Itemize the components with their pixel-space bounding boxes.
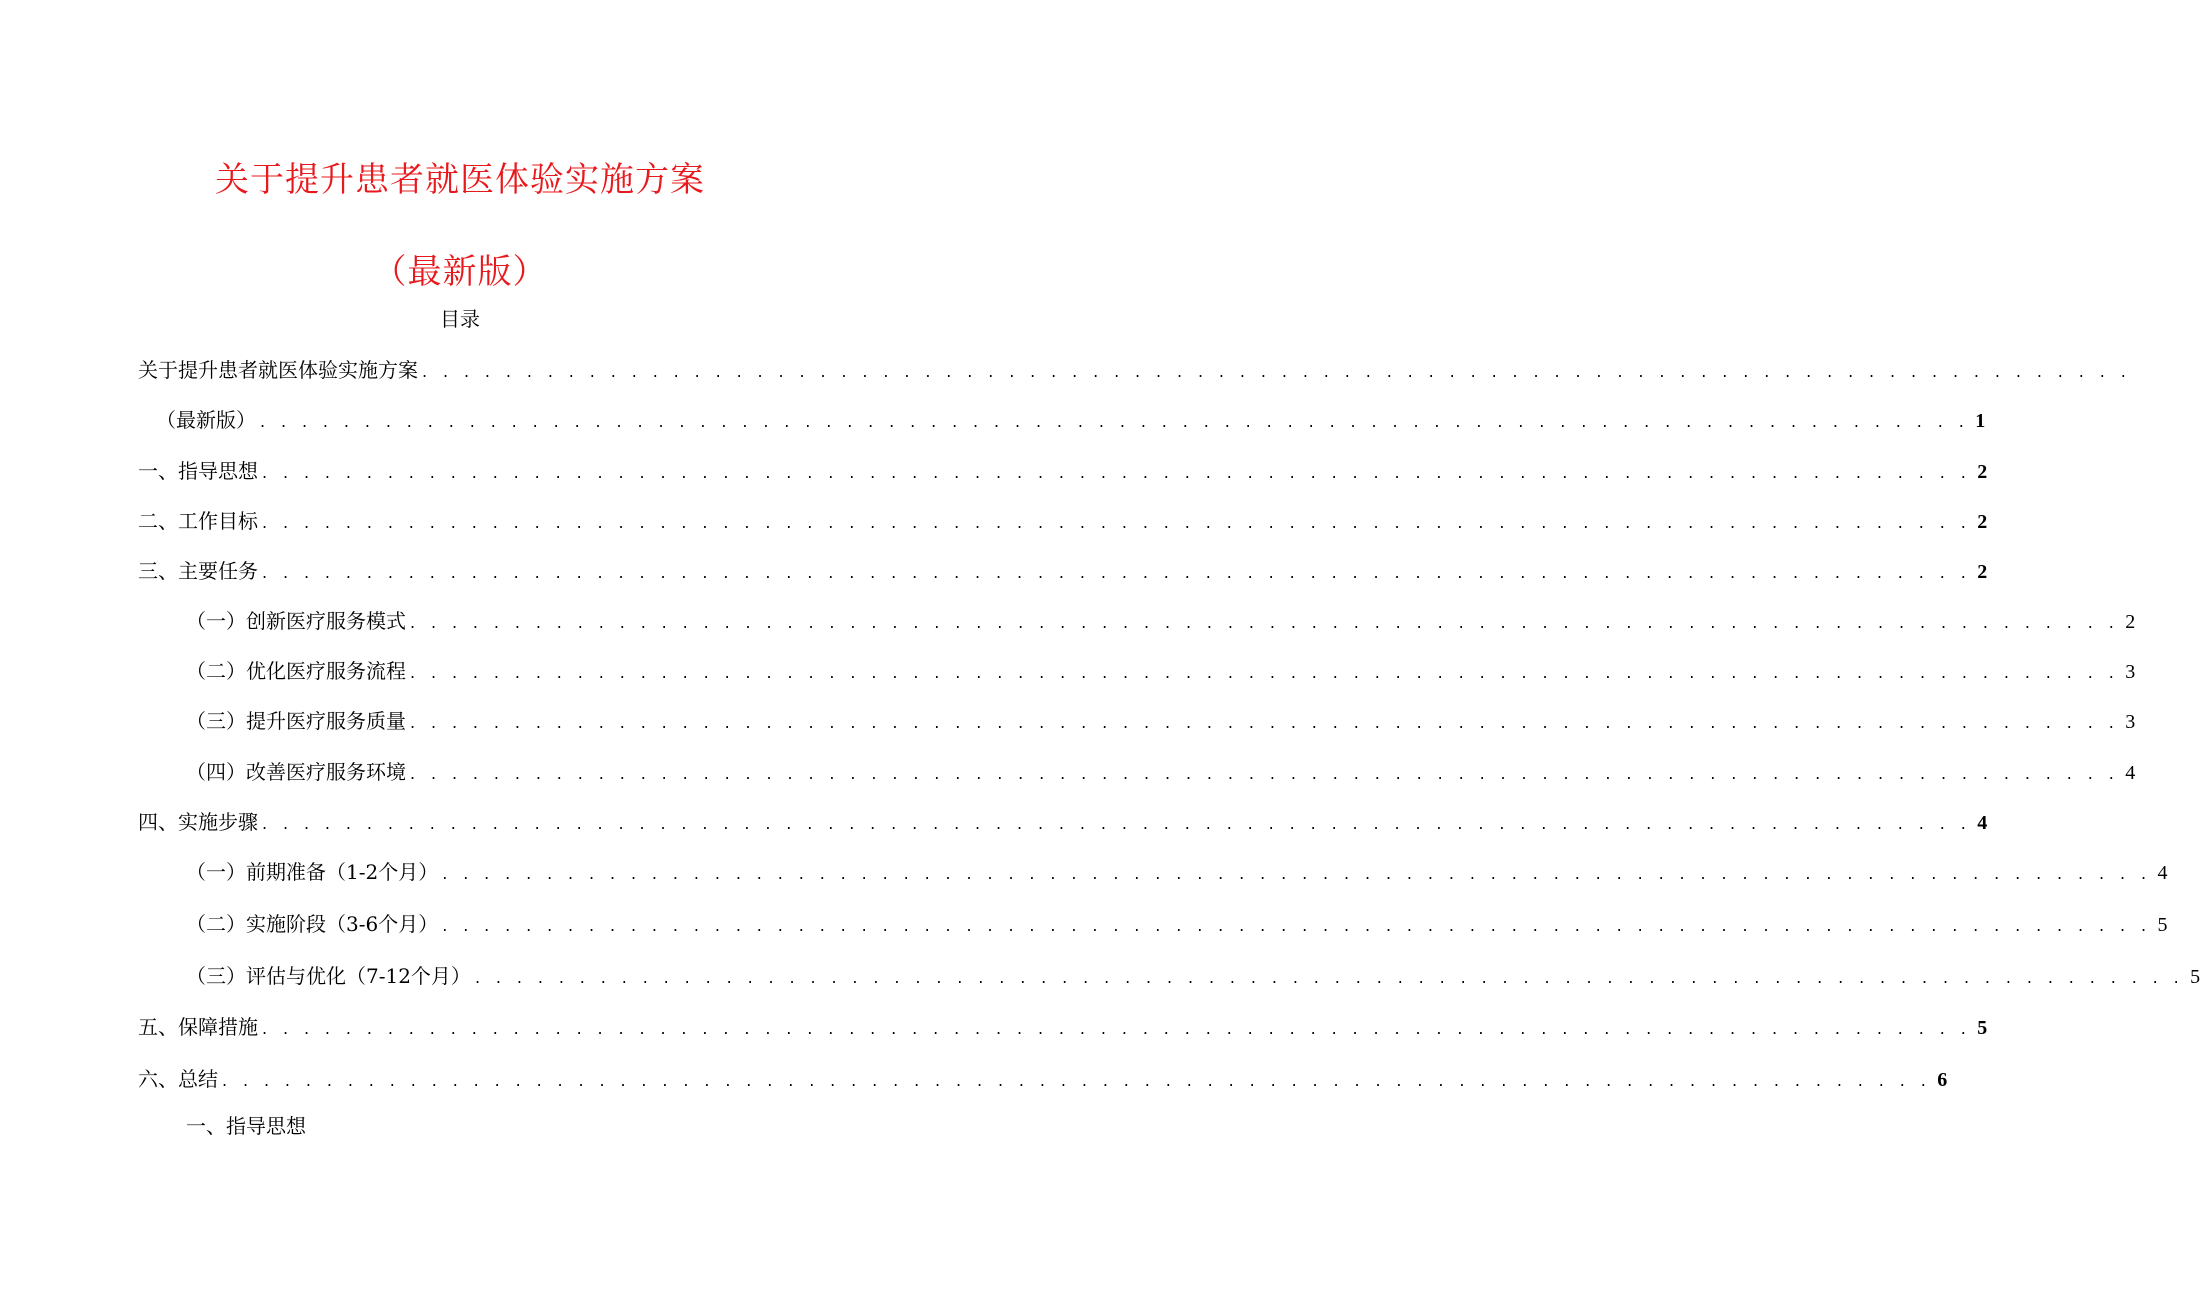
toc-entry-label: （三）评估与优化（7-12个月） bbox=[186, 964, 471, 988]
toc-entry[interactable] bbox=[186, 960, 2200, 988]
toc-entry-label: （一）前期准备（1-2个月） bbox=[186, 860, 439, 884]
toc-entry[interactable] bbox=[138, 1063, 1948, 1091]
toc-entry-label: 一、指导思想 bbox=[138, 459, 258, 483]
toc-entry-page: 3 bbox=[2125, 711, 2136, 733]
toc-leader-dots: . . . . . . . . . . . . . . . . . . . . . . . . . . . . . . . . . . . . . . . . . . . . . . . . . . . . . . . . . . . . . . . . . . . . . . . . . . . . . . . . . . bbox=[410, 713, 2120, 732]
toc-entry[interactable] bbox=[186, 756, 2136, 784]
toc-leader-dots: . . . . . . . . . . . . . . . . . . . . . . . . . . . . . . . . . . . . . . . . . . . . . . . . . . . . . . . . . . . . . . . . . . . . . . . . . . . . . . . . . . bbox=[442, 916, 2152, 935]
toc-entry[interactable] bbox=[186, 655, 2136, 683]
toc-entry[interactable] bbox=[186, 908, 2168, 936]
toc-entry-page: 4 bbox=[1977, 812, 1988, 834]
toc-entry-page: 3 bbox=[2125, 661, 2136, 683]
toc-entry-page: 1 bbox=[1975, 410, 1986, 432]
toc-entry-page: 5 bbox=[1977, 1017, 1988, 1039]
toc-entry-label: 六、总结 bbox=[138, 1067, 218, 1091]
toc-entry-page: 2 bbox=[2125, 611, 2136, 633]
toc-leader-dots: . . . . . . . . . . . . . . . . . . . . . . . . . . . . . . . . . . . . . . . . . . . . . . . . . . . . . . . . . . . . . . . . . . . . . . . . . . . . . . . . . . bbox=[262, 463, 1972, 482]
toc-entry[interactable] bbox=[156, 404, 1986, 432]
toc-entry-label: （二）优化医疗服务流程 bbox=[186, 659, 406, 683]
toc-entry-page: 4 bbox=[2125, 762, 2136, 784]
document-title: 关于提升患者就医体验实施方案 bbox=[215, 160, 705, 200]
toc-entry-page: 2 bbox=[1977, 511, 1988, 533]
toc-entry[interactable] bbox=[138, 555, 1988, 583]
toc-leader-dots: . . . . . . . . . . . . . . . . . . . . . . . . . . . . . . . . . . . . . . . . . . . . . . . . . . . . . . . . . . . . . . . . . . . . . . . . . . . . . . . . . . bbox=[262, 1019, 1972, 1038]
toc-entry-label: 二、工作目标 bbox=[138, 509, 258, 533]
toc-entry[interactable] bbox=[186, 705, 2136, 733]
toc-entry-page: 2 bbox=[1977, 561, 1988, 583]
section-heading: 一、指导思想 bbox=[186, 1114, 306, 1138]
toc-entry-label: （二）实施阶段（3-6个月） bbox=[186, 912, 439, 936]
toc-entry-label: （四）改善医疗服务环境 bbox=[186, 760, 406, 784]
toc-entry-page: 2 bbox=[1977, 461, 1988, 483]
toc-heading: 目录 bbox=[440, 307, 480, 331]
toc-entry[interactable] bbox=[138, 505, 1988, 533]
toc-leader-dots: . . . . . . . . . . . . . . . . . . . . . . . . . . . . . . . . . . . . . . . . . . . . . . . . . . . . . . . . . . . . . . . . . . . . . . . . . . . . . . . . . . bbox=[474, 968, 2185, 987]
toc-leader-dots: . . . . . . . . . . . . . . . . . . . . . . . . . . . . . . . . . . . . . . . . . . . . . . . . . . . . . . . . . . . . . . . . . . . . . . . . . . . . . . . . . . bbox=[422, 362, 2132, 381]
toc-entry-page: 5 bbox=[2190, 966, 2200, 988]
toc-leader-dots: . . . . . . . . . . . . . . . . . . . . . . . . . . . . . . . . . . . . . . . . . . . . . . . . . . . . . . . . . . . . . . . . . . . . . . . . . . . . . . . . . . bbox=[262, 563, 1972, 582]
toc-leader-dots: . . . . . . . . . . . . . . . . . . . . . . . . . . . . . . . . . . . . . . . . . . . . . . . . . . . . . . . . . . . . . . . . . . . . . . . . . . . . . . . . . . bbox=[410, 764, 2120, 783]
toc-entry-label: （一）创新医疗服务模式 bbox=[186, 609, 406, 633]
toc-entry-page: 6 bbox=[1937, 1069, 1948, 1091]
toc-entry[interactable] bbox=[186, 605, 2136, 633]
toc-leader-dots: . . . . . . . . . . . . . . . . . . . . . . . . . . . . . . . . . . . . . . . . . . . . . . . . . . . . . . . . . . . . . . . . . . . . . . . . . . . . . . . . . . bbox=[262, 814, 1972, 833]
toc-entry[interactable] bbox=[138, 806, 1988, 834]
toc-leader-dots: . . . . . . . . . . . . . . . . . . . . . . . . . . . . . . . . . . . . . . . . . . . . . . . . . . . . . . . . . . . . . . . . . . . . . . . . . . . . . . . . . . bbox=[410, 663, 2120, 682]
toc-entry[interactable] bbox=[138, 354, 2132, 382]
toc-entry-label: （三）提升医疗服务质量 bbox=[186, 709, 406, 733]
toc-leader-dots: . . . . . . . . . . . . . . . . . . . . . . . . . . . . . . . . . . . . . . . . . . . . . . . . . . . . . . . . . . . . . . . . . . . . . . . . . . . . . . . . . . bbox=[442, 864, 2152, 883]
toc-entry[interactable] bbox=[186, 856, 2168, 884]
toc-entry-label: 四、实施步骤 bbox=[138, 810, 258, 834]
toc-leader-dots: . . . . . . . . . . . . . . . . . . . . . . . . . . . . . . . . . . . . . . . . . . . . . . . . . . . . . . . . . . . . . . . . . . . . . . . . . . . . . . . . . . bbox=[410, 613, 2120, 632]
toc-entry-label: （最新版） bbox=[156, 408, 256, 432]
toc-entry-label: 三、主要任务 bbox=[138, 559, 258, 583]
toc-leader-dots: . . . . . . . . . . . . . . . . . . . . . . . . . . . . . . . . . . . . . . . . . . . . . . . . . . . . . . . . . . . . . . . . . . . . . . . . . . . . . . . . . . bbox=[262, 513, 1972, 532]
document-subtitle: （最新版） bbox=[372, 252, 548, 292]
toc-entry-label: 关于提升患者就医体验实施方案 bbox=[138, 358, 418, 382]
toc-leader-dots: . . . . . . . . . . . . . . . . . . . . . . . . . . . . . . . . . . . . . . . . . . . . . . . . . . . . . . . . . . . . . . . . . . . . . . . . . . . . . . . . . . bbox=[260, 412, 1970, 431]
toc-entry-page: 4 bbox=[2157, 862, 2168, 884]
toc-entry[interactable] bbox=[138, 1011, 1988, 1039]
toc-entry[interactable] bbox=[138, 455, 1988, 483]
toc-leader-dots: . . . . . . . . . . . . . . . . . . . . . . . . . . . . . . . . . . . . . . . . . . . . . . . . . . . . . . . . . . . . . . . . . . . . . . . . . . . . . . . . . . bbox=[222, 1071, 1932, 1090]
toc-entry-page: 5 bbox=[2157, 914, 2168, 936]
toc-entry-label: 五、保障措施 bbox=[138, 1015, 258, 1039]
